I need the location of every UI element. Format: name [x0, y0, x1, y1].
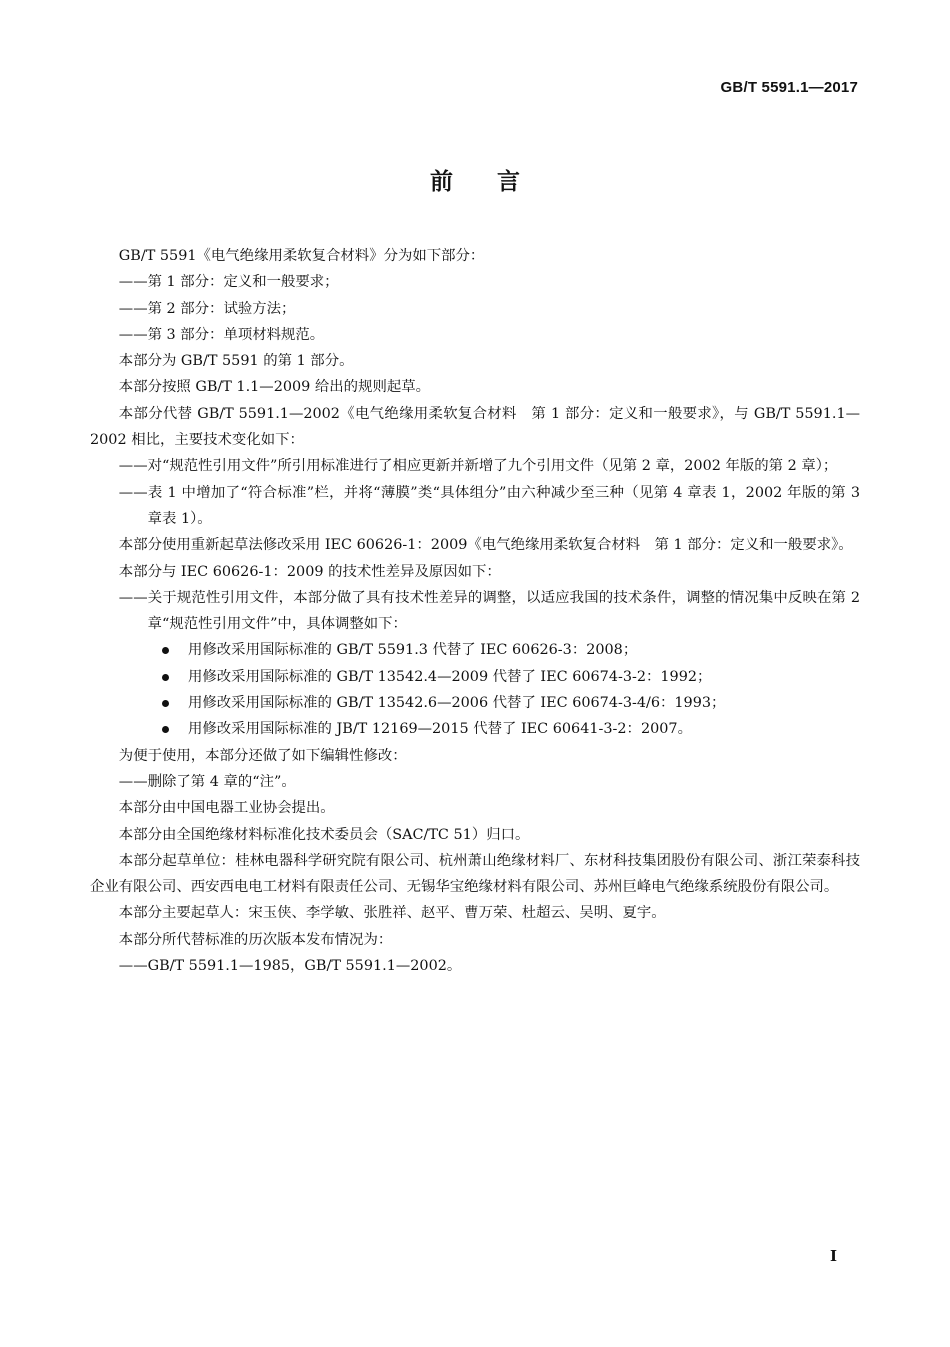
bullet-icon	[162, 726, 169, 733]
list-item: ——第 1 部分：定义和一般要求；	[118, 274, 339, 291]
bullet-icon	[162, 700, 169, 707]
list-item: ——GB/T 5591.1—1985，GB/T 5591.1—2002。	[118, 958, 462, 975]
paragraph: 本部分为 GB/T 5591 的第 1 部分。	[118, 353, 354, 370]
list-item: ——第 2 部分：试验方法；	[118, 300, 296, 317]
bullet-item	[90, 690, 860, 716]
paragraph: 本部分代替 GB/T 5591.1—2002《电气绝缘用柔软复合材料 第 1 部分：定义和一般要求》，与 GB/T 5591.1—2002 相比，主要技术变化如下：	[90, 405, 860, 449]
paragraph: 本部分由全国绝缘材料标准化技术委员会（SAC/TC 51）归口。	[118, 826, 530, 843]
bullet-text: 用修改采用国际标准的 GB/T 13542.4—2009 代替了 IEC 60674-3-2：1992；	[188, 668, 712, 685]
paragraph: 本部分起草单位：桂林电器科学研究院有限公司、杭州萧山绝缘材料厂、东材科技集团股份有限公司、浙江荣泰科技企业有限公司、西安西电电工材料有限责任公司、无锡华宝绝缘材料有限公司、苏州巨峰电气绝缘系统股份有限公司。	[90, 852, 860, 896]
paragraph: 本部分使用重新起草法修改采用 IEC 60626-1：2009《电气绝缘用柔软复合材料 第 1 部分：定义和一般要求》。	[118, 537, 853, 554]
bullet-item	[90, 716, 860, 742]
bullet-text: 用修改采用国际标准的 GB/T 13542.6—2006 代替了 IEC 60674-3-4/6：1993；	[188, 695, 726, 712]
paragraph: 本部分与 IEC 60626-1：2009 的技术性差异及原因如下：	[118, 563, 501, 580]
bullet-icon	[162, 647, 169, 654]
bullet-item	[90, 637, 860, 663]
bullet-text: 用修改采用国际标准的 GB/T 5591.3 代替了 IEC 60626-3：2008；	[188, 642, 638, 659]
bullet-text: 用修改采用国际标准的 JB/T 12169—2015 代替了 IEC 60641-3-2：2007。	[188, 721, 692, 738]
paragraph: 本部分按照 GB/T 1.1—2009 给出的规则起草。	[118, 379, 431, 396]
list-item: ——关于规范性引用文件，本部分做了具有技术性差异的调整，以适应我国的技术条件，调整的情况集中反映在第 2 章“规范性引用文件”中，具体调整如下：	[118, 589, 860, 633]
list-item: ——表 1 中增加了“符合标准”栏，并将“薄膜”类“具体组分”由六种减少至三种（见第 4 章表 1，2002 年版的第 3 章表 1）。	[118, 484, 860, 527]
foreword-body	[90, 243, 860, 979]
list-item: ——删除了第 4 章的“注”。	[118, 773, 296, 790]
bullet-item	[90, 664, 860, 690]
page-number: I	[830, 1247, 838, 1265]
paragraph: 本部分主要起草人：宋玉侠、李学敏、张胜祥、赵平、曹万荣、杜超云、吴明、夏宇。	[118, 905, 666, 922]
list-item: ——第 3 部分：单项材料规范。	[118, 326, 325, 343]
paragraph: 本部分所代替标准的历次版本发布情况为：	[118, 931, 393, 948]
paragraph: GB/T 5591《电气绝缘用柔软复合材料》分为如下部分：	[118, 248, 485, 264]
paragraph: 为便于使用，本部分还做了如下编辑性修改：	[118, 747, 407, 764]
standard-code: GB/T 5591.1—2017	[720, 79, 858, 96]
bullet-icon	[162, 674, 169, 681]
paragraph: 本部分由中国电器工业协会提出。	[118, 800, 335, 817]
page-title: 前言	[430, 169, 564, 195]
list-item: ——对“规范性引用文件”所引用标准进行了相应更新并新增了九个引用文件（见第 2 章，2002 年版的第 2 章）；	[118, 458, 838, 475]
